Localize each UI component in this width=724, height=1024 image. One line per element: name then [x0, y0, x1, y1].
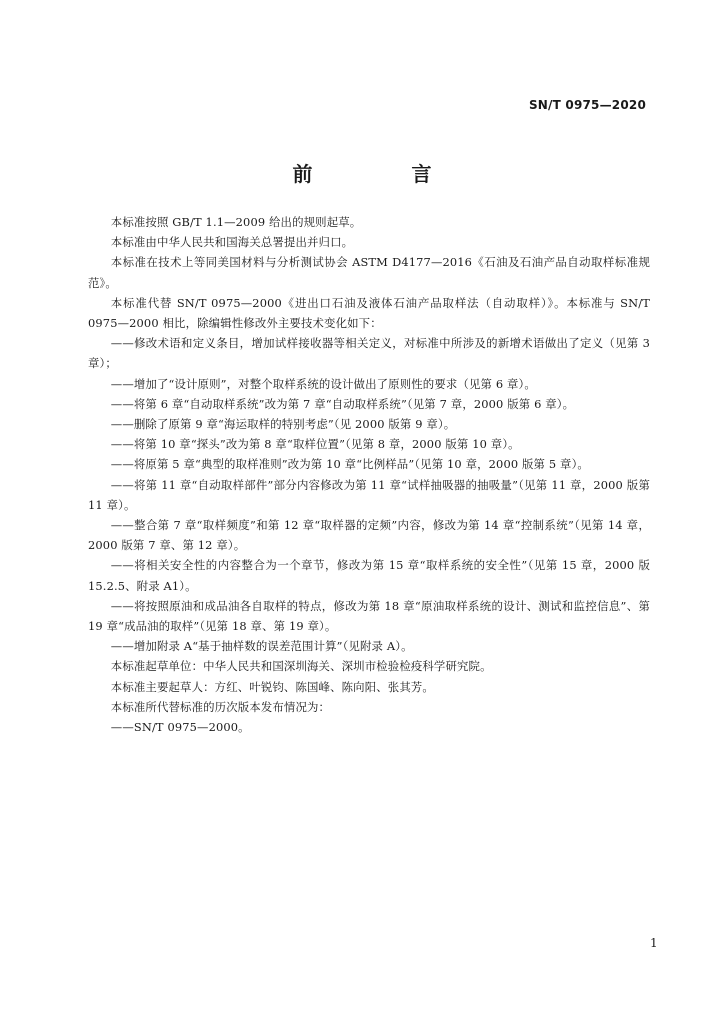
list-item: ——增加了“设计原则”，对整个取样系统的设计做出了原则性的要求（见第 6 章）。 [110, 376, 536, 391]
page-number: 1 [650, 936, 658, 950]
paragraph: 本标准在技术上等同美国材料与分析测试协会 ASTM D4177—2016《石油及石油产品自动取样标准规范》。 [88, 255, 650, 290]
paragraph: 本标准起草单位：中华人民共和国深圳海关、深圳市检验检疫科学研究院。 [110, 659, 492, 674]
list-item: ——将原第 5 章“典型的取样准则”改为第 10 章“比例样品”（见第 10 章，2000 版第 5 章）。 [110, 457, 589, 472]
list-item: ——SN/T 0975—2000。 [110, 720, 250, 735]
list-item: ——将第 11 章“自动取样部件”部分内容修改为第 11 章“试样抽吸器的抽吸量”（见第 11 章，2000 版第 11 章）。 [88, 477, 650, 512]
list-item: ——删除了原第 9 章“海运取样的特别考虑”（见 2000 版第 9 章）。 [110, 417, 456, 432]
list-item: ——修改术语和定义条目，增加试样接收器等相关定义，对标准中所涉及的新增术语做出了定义（见第 3 章）； [88, 336, 650, 371]
list-item: ——将按照原油和成品油各自取样的特点，修改为第 18 章“原油取样系统的设计、测试和监控信息”、第 19 章“成品油的取样”（见第 18 章、第 19 章）。 [88, 598, 650, 634]
list-item: ——将相关安全性的内容整合为一个章节，修改为第 15 章“取样系统的安全性”（见第 15 章，2000 版 15.2.5、附录 A1）。 [88, 558, 650, 593]
paragraph: 本标准代替 SN/T 0975—2000《进出口石油及液体石油产品取样法（自动取样）》。本标准与 SN/T 0975—2000 相比，除编辑性修改外主要技术变化如下： [88, 295, 650, 331]
list-item: ——整合第 7 章“取样频度”和第 12 章“取样器的定频”内容，修改为第 14 章“控制系统”（见第 14 章，2000 版第 7 章、第 12 章）。 [88, 518, 650, 553]
list-item: ——将第 10 章“探头”改为第 8 章“取样位置”（见第 8 章，2000 版第 10 章）。 [110, 437, 520, 452]
paragraph: 本标准所代替标准的历次版本发布情况为： [110, 699, 331, 714]
document-code: SN/T 0975—2020 [528, 98, 646, 112]
body-text [88, 212, 650, 737]
paragraph: 本标准由中华人民共和国海关总署提出并归口。 [110, 235, 354, 250]
list-item: ——增加附录 A“基于抽样数的误差范围计算”（见附录 A）。 [110, 639, 413, 654]
paragraph: 本标准主要起草人：方红、叶锐钧、陈国峰、陈向阳、张其芳。 [110, 679, 434, 694]
paragraph: 本标准按照 GB/T 1.1—2009 给出的规则起草。 [110, 215, 362, 229]
list-item: ——将第 6 章“自动取样系统”改为第 7 章“自动取样系统”（见第 7 章，2000 版第 6 章）。 [110, 396, 575, 411]
page-title: 前 言 [292, 162, 478, 186]
